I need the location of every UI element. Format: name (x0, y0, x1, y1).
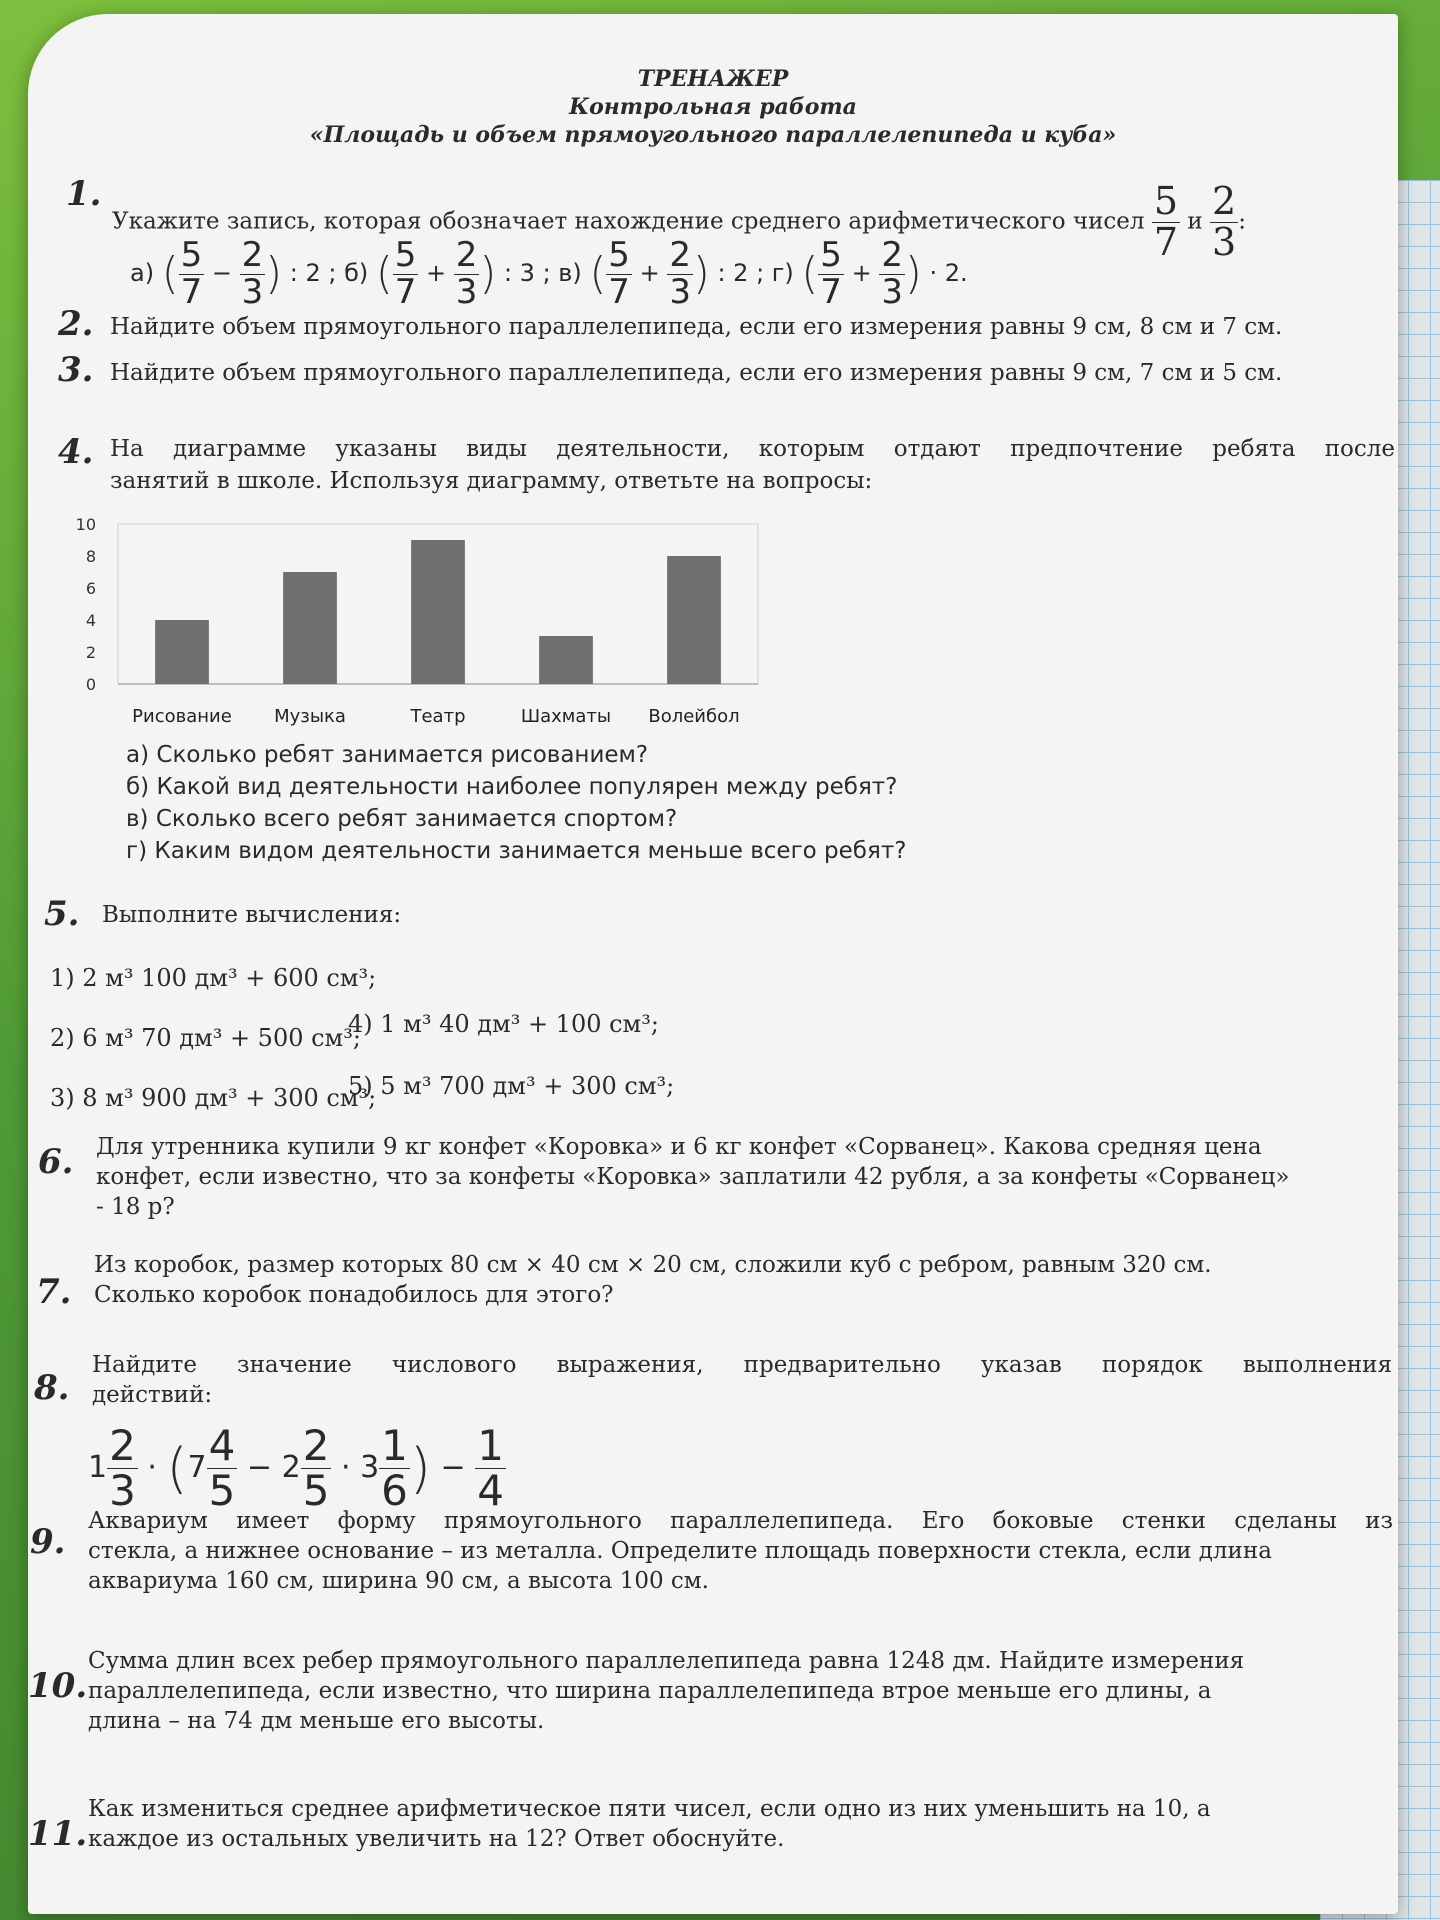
bar-2 (283, 572, 337, 684)
task-9-text (88, 1506, 1393, 1596)
activity-bar-chart (68, 514, 768, 744)
task-9-number: 9. (30, 1522, 66, 1562)
calc-3: 3) 8 м³ 900 дм³ + 300 см³; (50, 1084, 377, 1112)
y-tick-label: 10 (75, 515, 96, 534)
bar-3 (411, 540, 465, 684)
task-2-number: 2. (58, 304, 94, 344)
task-6-line-3: - 18 р? (96, 1194, 175, 1220)
chart-y-tick-labels (76, 515, 96, 694)
task-7-line-2: Сколько коробок понадобилось для этого? (94, 1282, 614, 1308)
task-11-line-1: Как измениться среднее арифметическое пяти чисел, если одно из них уменьшить на 10, а (88, 1796, 1211, 1822)
y-tick-label: 0 (85, 675, 96, 694)
y-tick-label: 4 (85, 611, 96, 630)
task-7-line-1: Из коробок, размер которых 80 см × 40 см × 20 см, сложили куб с ребром, равным 320 см. (94, 1252, 1212, 1278)
y-tick-label: 8 (85, 547, 96, 566)
task-1-options (130, 235, 968, 312)
chart-bars (155, 540, 721, 684)
task-2-text: Найдите объем прямоугольного параллелепипеда, если его измерения равны 9 см, 8 см и 7 см. (110, 314, 1283, 340)
y-tick-label: 2 (85, 643, 96, 662)
task-7-text (94, 1250, 1394, 1310)
category-label: Волейбол (648, 706, 740, 727)
category-label: Рисование (132, 706, 232, 727)
fraction-2-3: $\frac{2}{3}$ (1212, 179, 1237, 264)
fraction-5-7: $\frac{5}{7}$ (1153, 179, 1179, 264)
task-8-line-2: действий: (92, 1382, 213, 1408)
task-9-line-1: Аквариум имеет форму прямоугольного параллелепипеда. Его боковые стенки сделаны из (88, 1508, 1393, 1534)
task-10-line-2: параллелепипеда, если известно, что ширина параллелепипеда втрое меньше его длины, а (88, 1678, 1212, 1704)
task-6-line-1: Для утренника купили 9 кг конфет «Коровка» и 6 кг конфет «Сорванец». Какова средняя цена (96, 1134, 1262, 1160)
task-6-text (96, 1132, 1396, 1222)
bar-4 (539, 636, 593, 684)
task-8-expression: 1 $\frac{2}{3}$ · (7 $\frac{4}{5}$ − 2 $\frac{2}{5}$ · 3 $\frac{1}{6}$ ) − $\frac{1}{4}$ (88, 1421, 504, 1516)
calc-1: 1) 2 м³ 100 дм³ + 600 см³; (50, 964, 377, 992)
task-4-number: 4. (58, 432, 94, 472)
task-4-line-2: занятий в школе. Используя диаграмму, ответьте на вопросы: (110, 468, 873, 494)
task-1-colon: : (1238, 208, 1246, 235)
calc-2: 2) 6 м³ 70 дм³ + 500 см³; (50, 1024, 361, 1052)
chart-category-labels (132, 706, 739, 727)
task-8-text (92, 1350, 1392, 1410)
task-8-number: 8. (34, 1368, 70, 1408)
task-10-number: 10. (28, 1666, 88, 1706)
task-9-line-2: стекла, а нижнее основание – из металла. Определите площадь поверхности стекла, если длина (88, 1538, 1272, 1564)
category-label: Театр (410, 706, 466, 727)
task-3-text: Найдите объем прямоугольного параллелепипеда, если его измерения равны 9 см, 7 см и 5 см. (110, 360, 1283, 386)
task-5-text: Выполните вычисления: (102, 902, 402, 928)
option-c: ; в) ( $\frac{5}{7}$ + $\frac{2}{3}$ ) : 2 (542, 235, 749, 312)
task-7-number: 7. (36, 1272, 72, 1312)
option-d: ; г) ( $\frac{5}{7}$ + $\frac{2}{3}$ ) · 2. (756, 235, 968, 312)
task-8-line-1: Найдите значение числового выражения, предварительно указав порядок выполнения (92, 1352, 1392, 1378)
task-11-number: 11. (28, 1814, 88, 1854)
task-4-question-b: б) Какой вид деятельности наиболее популярен между ребят? (126, 774, 898, 800)
task-10-text (88, 1646, 1393, 1736)
task-4-line-1: На диаграмме указаны виды деятельности, которым отдают предпочтение ребята после (110, 436, 1395, 462)
bar-1 (155, 620, 209, 684)
y-tick-label: 6 (85, 579, 96, 598)
option-a: а) ( $\frac{5}{7}$ − $\frac{2}{3}$ ) : 2 (130, 235, 321, 312)
header-line-2: Контрольная работа (569, 94, 857, 120)
worksheet-page (28, 14, 1398, 1914)
bar-5 (667, 556, 721, 684)
task-4-question-a: а) Сколько ребят занимается рисованием? (126, 742, 649, 768)
calc-5: 5) 5 м³ 700 дм³ + 300 см³; (348, 1072, 675, 1100)
header-line-3: «Площадь и объем прямоугольного параллелепипеда и куба» (309, 122, 1117, 148)
calc-4: 4) 1 м³ 40 дм³ + 100 см³; (348, 1010, 659, 1038)
task-6-line-2: конфет, если известно, что за конфеты «Коровка» заплатили 42 рубля, а за конфеты «Сорванец» (96, 1164, 1290, 1190)
task-11-text (88, 1794, 1393, 1854)
task-5-number: 5. (44, 894, 80, 934)
task-10-line-3: длина – на 74 дм меньше его высоты. (88, 1708, 545, 1734)
task-10-line-1: Сумма длин всех ребер прямоугольного параллелепипеда равна 1248 дм. Найдите измерения (88, 1648, 1245, 1674)
worksheet-content (28, 14, 1398, 1914)
task-1-number: 1. (66, 174, 102, 214)
task-3-number: 3. (58, 350, 94, 390)
category-label: Музыка (274, 706, 346, 727)
option-b: ; б) ( $\frac{5}{7}$ + $\frac{2}{3}$ ) : 3 (328, 235, 535, 312)
category-label: Шахматы (520, 706, 612, 727)
header-line-1: ТРЕНАЖЕР (637, 66, 789, 92)
task-1-prompt: Укажите запись, которая обозначает нахождение среднего арифметического чисел (112, 208, 1145, 235)
task-9-line-3: аквариума 160 см, ширина 90 см, а высота 100 см. (88, 1568, 709, 1594)
task-11-line-2: каждое из остальных увеличить на 12? Ответ обоснуйте. (88, 1826, 785, 1852)
task-6-number: 6. (38, 1142, 74, 1182)
task-4-question-d: г) Каким видом деятельности занимается меньше всего ребят? (126, 838, 907, 864)
task-1-and: и (1187, 208, 1203, 235)
task-4-question-c: в) Сколько всего ребят занимается спортом? (126, 806, 678, 832)
